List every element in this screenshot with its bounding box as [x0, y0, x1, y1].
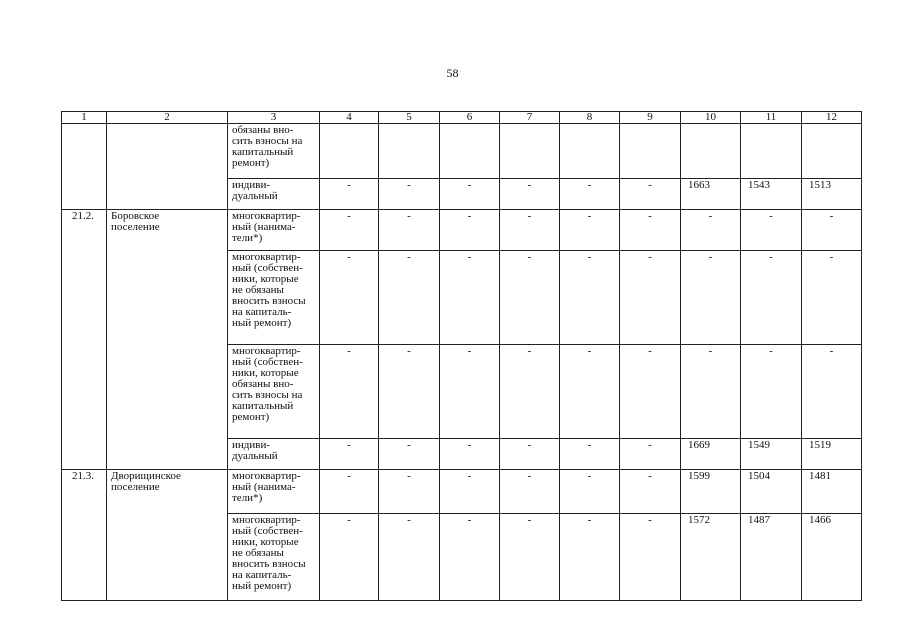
value-cell: -	[440, 514, 500, 601]
value-cell: -	[379, 179, 440, 210]
value-cell	[500, 124, 560, 179]
value-cell: -	[440, 345, 500, 439]
housing-type: многоквартир- ный (нанима- тели*)	[228, 210, 320, 251]
value-cell: 1663	[681, 179, 741, 210]
value-cell: -	[802, 210, 862, 251]
value-cell: -	[560, 251, 620, 345]
value-cell	[440, 124, 500, 179]
value-cell: -	[681, 210, 741, 251]
value-cell	[320, 124, 379, 179]
value-cell: -	[379, 514, 440, 601]
value-cell	[620, 124, 681, 179]
page-number: 58	[446, 66, 459, 80]
housing-type: многоквартир- ный (собствен- ники, которые обязаны вно- сить взносы на капитальный ремонт)	[228, 345, 320, 439]
value-cell: 1481	[802, 470, 862, 514]
value-cell: -	[500, 251, 560, 345]
value-cell: 1572	[681, 514, 741, 601]
value-cell: 1543	[741, 179, 802, 210]
value-cell: -	[500, 345, 560, 439]
value-cell: -	[741, 345, 802, 439]
header-cell: 1	[62, 112, 107, 124]
header-cell: 8	[560, 112, 620, 124]
value-cell: -	[741, 210, 802, 251]
value-cell: 1669	[681, 439, 741, 470]
header-cell: 7	[500, 112, 560, 124]
value-cell: -	[440, 179, 500, 210]
value-cell: -	[379, 345, 440, 439]
value-cell: -	[320, 251, 379, 345]
value-cell: -	[560, 470, 620, 514]
header-cell: 3	[228, 112, 320, 124]
value-cell: -	[320, 439, 379, 470]
value-cell: -	[681, 345, 741, 439]
value-cell: -	[560, 439, 620, 470]
item-number: 21.3.	[62, 470, 107, 601]
settlement-name	[107, 124, 228, 210]
housing-type: обязаны вно- сить взносы на капитальный ремонт)	[228, 124, 320, 179]
value-cell: -	[560, 179, 620, 210]
value-cell: -	[620, 470, 681, 514]
value-cell: -	[379, 210, 440, 251]
value-cell: -	[560, 345, 620, 439]
value-cell: -	[741, 251, 802, 345]
value-cell: -	[379, 251, 440, 345]
value-cell: -	[560, 514, 620, 601]
housing-type: многоквартир- ный (нанима- тели*)	[228, 470, 320, 514]
header-cell: 9	[620, 112, 681, 124]
value-cell: 1466	[802, 514, 862, 601]
housing-type: индиви- дуальный	[228, 439, 320, 470]
value-cell	[379, 124, 440, 179]
value-cell: -	[620, 251, 681, 345]
item-number: 21.2.	[62, 210, 107, 470]
header-cell: 2	[107, 112, 228, 124]
housing-type: многоквартир- ный (собствен- ники, которые не обязаны вносить взносы на капиталь- ный ремонт)	[228, 251, 320, 345]
tariff-table	[61, 111, 862, 601]
header-cell: 12	[802, 112, 862, 124]
value-cell: 1519	[802, 439, 862, 470]
value-cell	[681, 124, 741, 179]
item-number	[62, 124, 107, 210]
value-cell: -	[620, 345, 681, 439]
value-cell: -	[500, 470, 560, 514]
value-cell: -	[620, 210, 681, 251]
header-cell: 6	[440, 112, 500, 124]
table-row	[62, 210, 862, 251]
value-cell: 1549	[741, 439, 802, 470]
value-cell: -	[500, 439, 560, 470]
value-cell: -	[802, 345, 862, 439]
housing-type: многоквартир- ный (собствен- ники, которые не обязаны вносить взносы на капиталь- ный ремонт)	[228, 514, 320, 601]
value-cell: -	[379, 439, 440, 470]
settlement-name: Боровское поселение	[107, 210, 228, 470]
value-cell: -	[320, 210, 379, 251]
value-cell: -	[500, 210, 560, 251]
value-cell: -	[681, 251, 741, 345]
value-cell: -	[620, 514, 681, 601]
value-cell: -	[500, 179, 560, 210]
table-row	[62, 124, 862, 179]
housing-type: индиви- дуальный	[228, 179, 320, 210]
value-cell: -	[320, 514, 379, 601]
value-cell: -	[440, 470, 500, 514]
header-row	[62, 112, 862, 124]
value-cell: -	[560, 210, 620, 251]
header-cell: 11	[741, 112, 802, 124]
value-cell	[560, 124, 620, 179]
value-cell: -	[620, 439, 681, 470]
value-cell: -	[320, 345, 379, 439]
value-cell: -	[440, 210, 500, 251]
value-cell: -	[500, 514, 560, 601]
value-cell: -	[320, 470, 379, 514]
value-cell	[802, 124, 862, 179]
table-row	[62, 470, 862, 514]
value-cell: 1513	[802, 179, 862, 210]
value-cell: -	[440, 251, 500, 345]
header-cell: 10	[681, 112, 741, 124]
value-cell	[741, 124, 802, 179]
settlement-name: Дворищинское поселение	[107, 470, 228, 601]
value-cell: -	[802, 251, 862, 345]
value-cell: 1487	[741, 514, 802, 601]
value-cell: -	[320, 179, 379, 210]
value-cell: -	[440, 439, 500, 470]
header-cell: 5	[379, 112, 440, 124]
value-cell: -	[620, 179, 681, 210]
header-cell: 4	[320, 112, 379, 124]
value-cell: 1599	[681, 470, 741, 514]
value-cell: 1504	[741, 470, 802, 514]
value-cell: -	[379, 470, 440, 514]
